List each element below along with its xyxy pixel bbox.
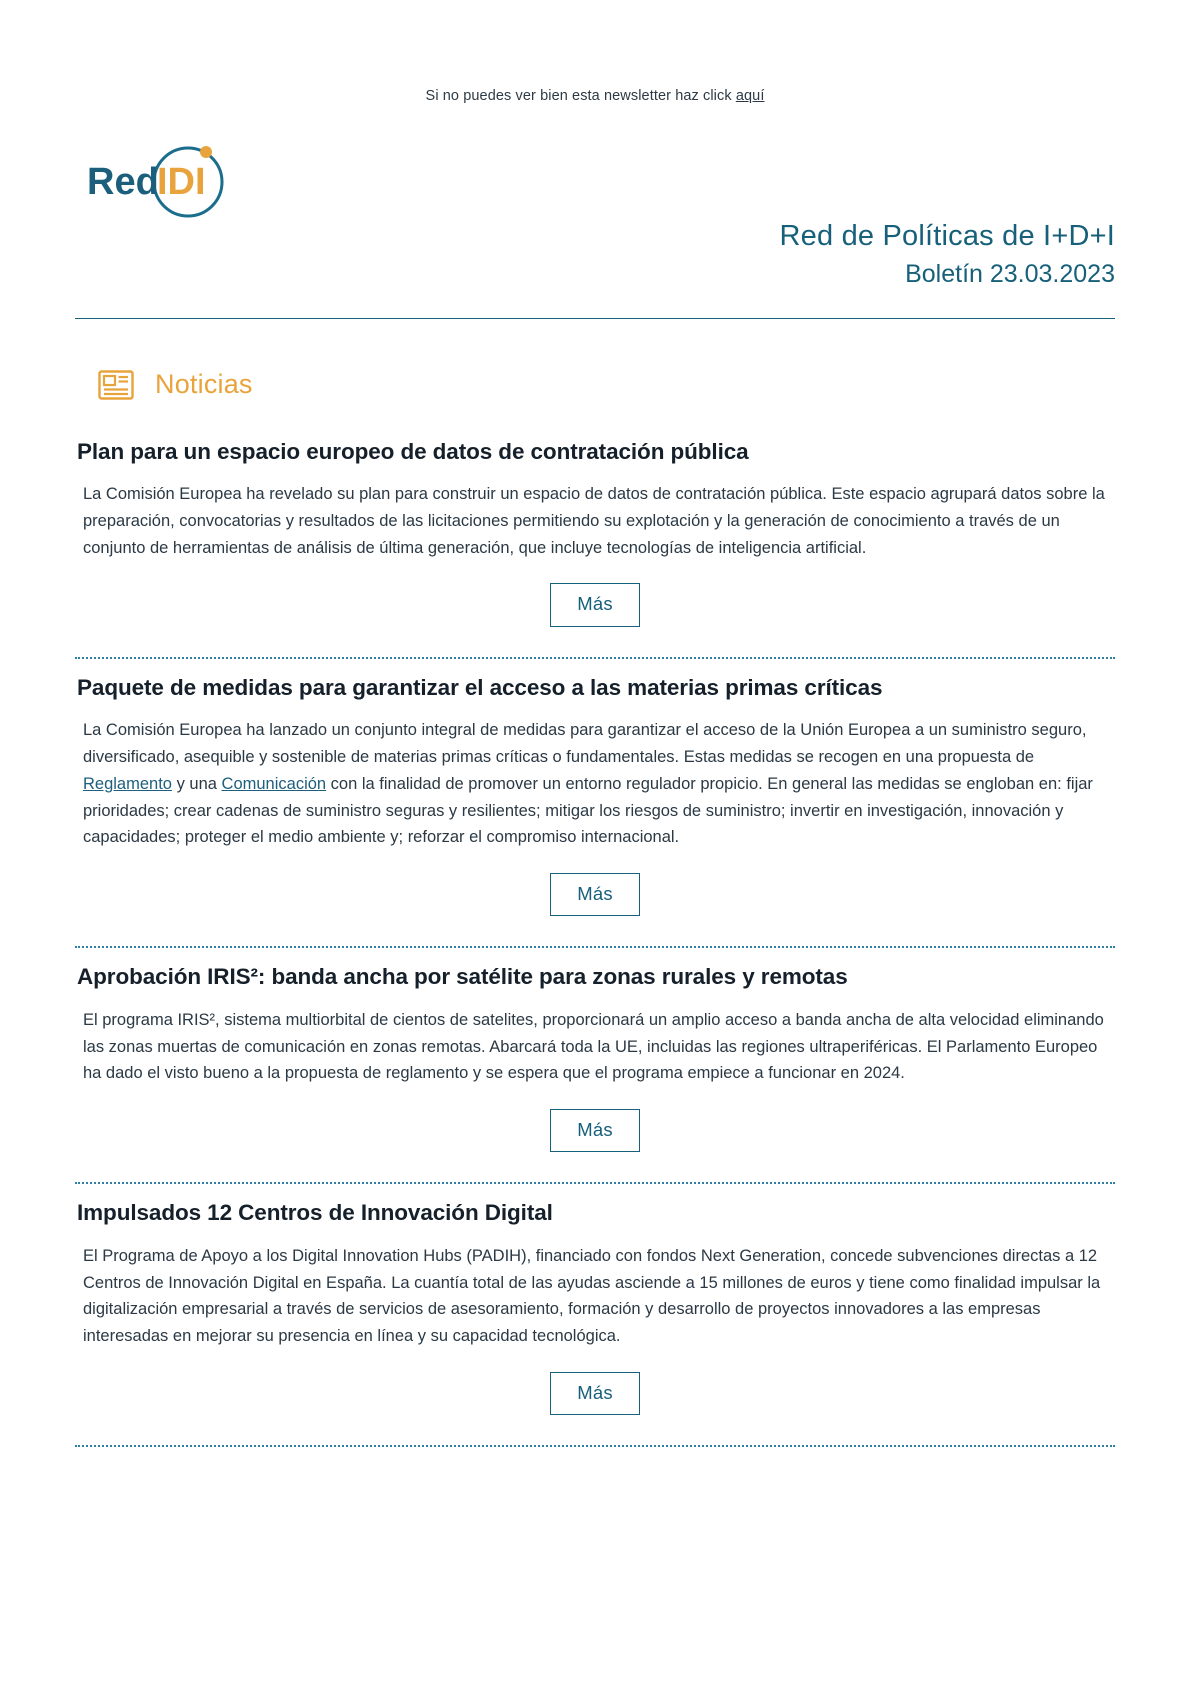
article-inline-link[interactable]: Comunicación	[221, 774, 327, 793]
logo[interactable]	[75, 134, 295, 226]
article-item	[75, 948, 1115, 1174]
svg-text:IDI: IDI	[157, 161, 206, 203]
more-button[interactable]: Más	[550, 583, 640, 627]
article-action-row	[75, 873, 1115, 917]
article-item	[75, 1184, 1115, 1437]
header	[75, 104, 1115, 319]
newspaper-icon	[97, 365, 137, 405]
more-button[interactable]: Más	[550, 1372, 640, 1416]
article-action-row	[75, 1372, 1115, 1416]
more-button[interactable]: Más	[550, 1109, 640, 1153]
preheader-text: Si no puedes ver bien esta newsletter haz click	[425, 88, 736, 104]
article-title: Impulsados 12 Centros de Innovación Digital	[77, 1200, 553, 1226]
article-item	[75, 659, 1115, 938]
section-title: Noticias	[155, 369, 253, 400]
article-action-row	[75, 583, 1115, 627]
preheader	[0, 0, 1190, 104]
article-item	[75, 423, 1115, 649]
more-button[interactable]: Más	[550, 873, 640, 917]
news-section	[75, 319, 1115, 1447]
section-header	[75, 319, 1115, 423]
article-body: El Programa de Apoyo a los Digital Innovation Hubs (PADIH), financiado con fondos Next Generation, concede subvenciones directas a 12 Centros de Innovación Digital en España. La cuantía total de las ayudas asciende a 15 millones de euros y tiene como finalidad impulsar la digitalización empresarial a través de servicios de asesoramiento, formación y desarrollo de proyectos innovadores a las empresas interesadas en mejorar su presencia en línea y su capacidad tecnológica.	[83, 1246, 1101, 1345]
article-action-row	[75, 1109, 1115, 1153]
article-body-part: La Comisión Europea ha lanzado un conjunto integral de medidas para garantizar el acceso de la Unión Europea a un suministro seguro, diversificado, asequible y sostenible de materias primas críticas o fundamentales. Estas medidas se recogen en una propuesta de	[83, 721, 1087, 767]
article-inline-link[interactable]: Reglamento	[83, 774, 172, 793]
article-body	[75, 717, 1115, 851]
article-body-part: con la finalidad de promover un entorno regulador propicio. En general las medidas se engloban en: fijar prioridades; crear cadenas de suministro seguras y resilientes; mitigar los riesgos de suministro; invertir en investigación, innovación y capacidades; proteger el medio ambiente y; reforzar el compromiso internacional.	[83, 774, 1093, 847]
article-title: Plan para un espacio europeo de datos de contratación pública	[77, 438, 749, 464]
page-subtitle: Boletín 23.03.2023	[905, 259, 1115, 288]
article-title: Aprobación IRIS²: banda ancha por satélite para zonas rurales y remotas	[77, 964, 848, 990]
article-body: El programa IRIS², sistema multiorbital de cientos de satelites, proporcionará un amplio acceso a banda ancha de alta velocidad eliminando las zonas muertas de comunicación en zonas remotas. Abarcará toda la UE, incluidas las regiones ultraperiféricas. El Parlamento Europeo ha dado el visto bueno a la propuesta de reglamento y se espera que el programa empiece a funcionar en 2024.	[83, 1010, 1104, 1083]
article-title: Paquete de medidas para garantizar el acceso a las materias primas críticas	[77, 674, 883, 700]
svg-text:Red: Red	[87, 161, 159, 203]
header-divider	[75, 318, 1115, 319]
page-title: Red de Políticas de I+D+I	[779, 220, 1115, 252]
preheader-link[interactable]: aquí	[735, 88, 765, 104]
article-body: La Comisión Europea ha revelado su plan para construir un espacio de datos de contratación pública. Este espacio agrupará datos sobre la preparación, convocatorias y resultados de las licitaciones permitiendo su explotación y la generación de conocimiento a través de un conjunto de herramientas de análisis de última generación, que incluye tecnologías de inteligencia artificial.	[83, 485, 1105, 557]
footer-spacer	[0, 1447, 1190, 1557]
title-block	[75, 218, 1115, 292]
article-body-part: y una	[171, 774, 222, 793]
